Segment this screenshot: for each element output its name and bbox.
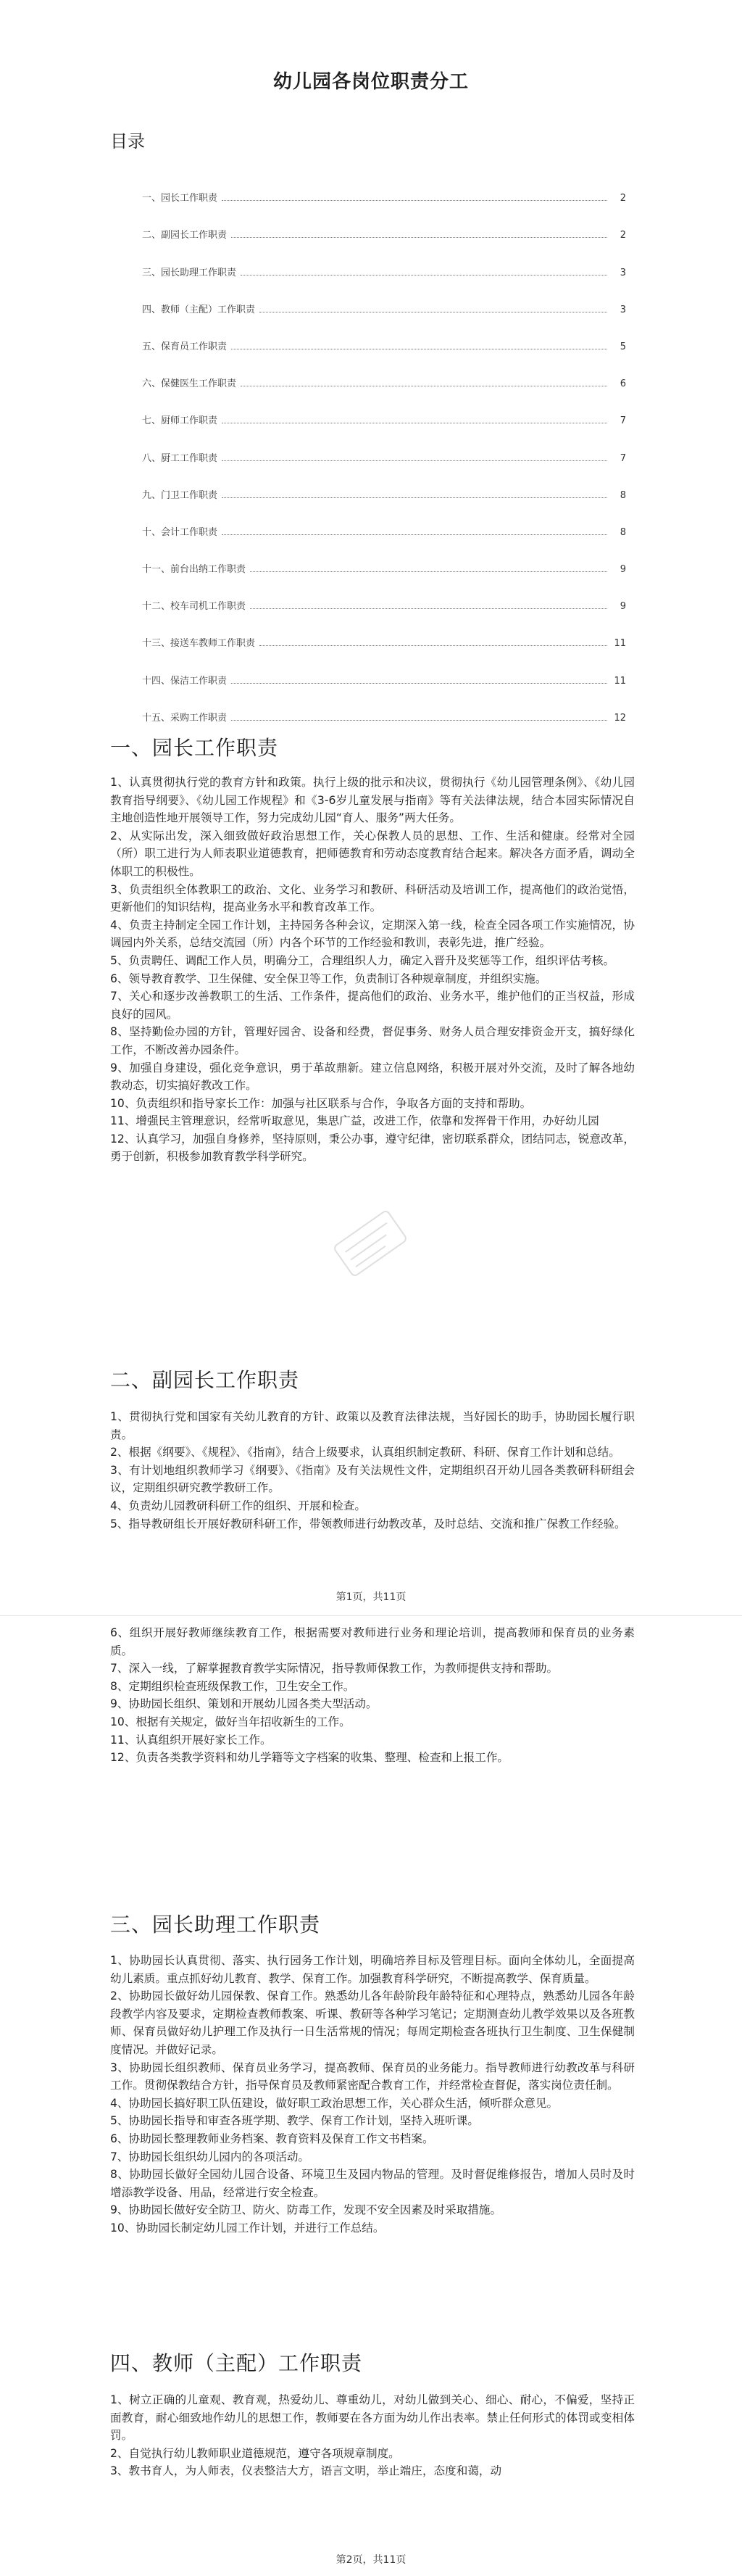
section-paragraph: 10、根据有关规定，做好当年招收新生的工作。 <box>110 1715 351 1728</box>
section-paragraph: 4、负责主持制定全园工作计划，主持园务各种会议，定期深入第一线，检查全园各项工作实施情况，协调园内外关系，总结交流园（所）内各个环节的工作经验和教训，表彰先进，推广经验。 <box>110 918 635 950</box>
watermark-stamp-icon <box>316 1189 425 1298</box>
toc-entry[interactable] <box>110 538 626 575</box>
toc-leader-dots <box>231 720 607 721</box>
toc-heading: 目录 <box>110 131 145 152</box>
toc-entry-page: 5 <box>620 341 626 352</box>
toc-entry-label: 八、厨工工作职责 <box>142 452 218 464</box>
section-heading-principal: 一、园长工作职责 <box>110 736 279 760</box>
toc-entry-label: 七、厨师工作职责 <box>142 415 218 427</box>
section-heading-vice-principal: 二、副园长工作职责 <box>110 1368 300 1392</box>
section-paragraph: 2、根据《纲要》、《规程》、《指南》，结合上级要求，认真组织制定教研、科研、保育工作计划和总结。 <box>110 1446 620 1459</box>
section-body-assistant-principal <box>110 1952 635 2237</box>
section-paragraph: 6、协助园长整理教师业务档案、教育资料及保育工作文书档案。 <box>110 2132 434 2145</box>
page-footer-2: 第2页，共11页 <box>335 2554 407 2566</box>
section-heading-teacher: 四、教师（主配）工作职责 <box>110 2351 363 2375</box>
toc-entry-label: 十三、接送车教师工作职责 <box>142 638 256 650</box>
toc-entry-label: 六、保健医生工作职责 <box>142 378 237 390</box>
toc-entry-page: 7 <box>620 452 626 464</box>
section-paragraph: 1、贯彻执行党和国家有关幼儿教育的方针、政策以及教育法律法规，当好园长的助手，协助园长履行职责。 <box>110 1410 635 1441</box>
toc-entry-label: 一、园长工作职责 <box>142 193 218 204</box>
section-paragraph: 11、认真组织开展好家长工作。 <box>110 1733 272 1747</box>
toc-entry-label: 十、会计工作职责 <box>142 526 218 538</box>
section-paragraph: 7、关心和逐步改善教职工的生活、工作条件，提高他们的政治、业务水平，维护他们的正当权益，形成良好的园风。 <box>110 990 635 1021</box>
section-body-vice-principal-part1 <box>110 1408 635 1533</box>
section-paragraph: 8、坚持勤俭办园的方针，管理好园舍、设备和经费，督促事务、财务人员合理安排资金开支，搞好绿化工作，不断改善办园条件。 <box>110 1025 635 1056</box>
toc-leader-dots <box>222 534 607 535</box>
section-paragraph: 7、协助园长组织幼儿园内的各项活动。 <box>110 2150 310 2163</box>
document-title: 幼儿园各岗位职责分工 <box>272 71 469 93</box>
section-paragraph: 9、加强自身建设，强化竞争意识，勇于革故鼎新。建立信息网络，积极开展对外交流，及时了解各地幼教动态，切实搞好教改工作。 <box>110 1061 635 1093</box>
section-paragraph: 6、领导教育教学、卫生保健、安全保卫等工作，负责制订各种规章制度，并组织实施。 <box>110 972 547 985</box>
toc-leader-dots <box>259 645 607 646</box>
toc-leader-dots <box>250 608 607 609</box>
section-paragraph: 5、指导教研组长开展好教研科研工作，带领教师进行幼教改革，及时总结、交流和推广保教工作经验。 <box>110 1517 626 1531</box>
toc-entry[interactable] <box>110 612 626 649</box>
toc-entry-label: 十四、保洁工作职责 <box>142 675 228 687</box>
toc-entry-label: 九、门卫工作职责 <box>142 489 218 501</box>
toc-entry-page: 2 <box>620 230 626 241</box>
toc-entry-page: 8 <box>620 526 626 538</box>
section-paragraph: 11、增强民主管理意识，经常听取意见，集思广益，改进工作，依靠和发挥骨干作用，办好幼儿园 <box>110 1114 599 1128</box>
table-of-contents <box>110 167 626 724</box>
section-paragraph: 5、负责聘任、调配工作人员，明确分工，合理组织人力，确定入晋升及奖惩等工作，组织评估考核。 <box>110 953 615 967</box>
toc-entry-label: 二、副园长工作职责 <box>142 230 228 241</box>
section-paragraph: 8、定期组织检查班级保教工作，卫生安全工作。 <box>110 1679 355 1693</box>
toc-entry-label: 四、教师（主配）工作职责 <box>142 304 256 315</box>
section-paragraph: 2、自觉执行幼儿教师职业道德规范，遵守各项规章制度。 <box>110 2446 400 2460</box>
section-paragraph: 1、树立正确的儿童观、教育观，热爱幼儿、尊重幼儿，对幼儿做到关心、细心、耐心，不偏爱，坚持正面教育，耐心细致地作幼儿的思想工作，教师要在各方面为幼儿作出表率。禁止任何形式的体罚或变相体罚。 <box>110 2393 635 2443</box>
toc-leader-dots <box>250 571 607 572</box>
toc-entry-page: 11 <box>614 638 626 650</box>
toc-leader-dots <box>231 237 607 238</box>
toc-entry[interactable] <box>110 315 626 352</box>
toc-entry-label: 十一、前台出纳工作职责 <box>142 564 246 576</box>
section-paragraph: 10、协助园长制定幼儿园工作计划，并进行工作总结。 <box>110 2221 385 2235</box>
toc-entry-page: 8 <box>620 489 626 501</box>
section-paragraph: 1、协助园长认真贯彻、落实、执行园务工作计划，明确培养目标及管理目标。面向全体幼儿，全面提高幼儿素质。重点抓好幼儿教育、教学、保育工作。加强教育科学研究，不断提高教学、保育质量。 <box>110 1954 635 1985</box>
section-paragraph: 6、组织开展好教师继续教育工作，根据需要对教师进行业务和理论培训，提高教师和保育员的业务素质。 <box>110 1626 635 1657</box>
toc-entry-page: 3 <box>620 267 626 278</box>
toc-entry-label: 三、园长助理工作职责 <box>142 267 237 278</box>
section-paragraph: 5、协助园长指导和审查各班学期、教学、保育工作计划，坚持入班听课。 <box>110 2114 479 2128</box>
toc-entry[interactable] <box>110 389 626 426</box>
section-paragraph: 2、协助园长做好幼儿园保教、保育工作。熟悉幼儿各年龄阶段年龄特征和心理特点，熟悉幼儿园各年龄段教学内容及要求，定期检查教师教案、听课、教研等各种学习笔记；定期测查幼儿教学效果以及各班教师、保育员做好幼儿护理工作及执行一日生活常规的情况；每周定期检查各班执行卫生制度、卫生保健制度情况。并做好记录。 <box>110 1989 635 2056</box>
toc-entry[interactable] <box>110 501 626 538</box>
toc-entry-page: 7 <box>620 415 626 427</box>
page-footer-1: 第1页，共11页 <box>335 1591 407 1603</box>
section-paragraph: 4、协助园长搞好职工队伍建设，做好职工政治思想工作，关心群众生活，倾听群众意见。 <box>110 2096 559 2110</box>
section-heading-assistant-principal: 三、园长助理工作职责 <box>110 1913 321 1937</box>
section-paragraph: 9、协助园长做好安全防卫、防火、防毒工作，发现不安全因素及时采取措施。 <box>110 2203 502 2217</box>
page-divider <box>0 1615 742 1616</box>
section-body-principal <box>110 774 635 1166</box>
section-paragraph: 12、负责各类教学资料和幼儿学籍等文字档案的收集、整理、检查和上报工作。 <box>110 1751 509 1765</box>
toc-entry-label: 十五、采购工作职责 <box>142 712 228 724</box>
toc-leader-dots <box>231 683 607 684</box>
toc-entry[interactable] <box>110 167 626 204</box>
section-paragraph: 3、有计划地组织教师学习《纲要》、《指南》及有关法规性文件，定期组织召开幼儿园各类教研科研组会议，定期组织研究教学教研工作。 <box>110 1463 635 1495</box>
toc-entry[interactable] <box>110 241 626 278</box>
toc-entry-page: 9 <box>620 564 626 576</box>
toc-entry[interactable] <box>110 687 626 724</box>
section-paragraph: 12、认真学习，加强自身修养，坚持原则，秉公办事，遵守纪律，密切联系群众，团结同志，锐意改革，勇于创新，积极参加教育教学科学研究。 <box>110 1132 635 1164</box>
section-paragraph: 3、负责组织全体教职工的政治、文化、业务学习和教研、科研活动及培训工作，提高他们的政治觉悟，更新他们的知识结构，提高业务水平和教育改革工作。 <box>110 882 635 914</box>
toc-leader-dots <box>222 200 607 201</box>
toc-entry[interactable] <box>110 464 626 501</box>
toc-entry-page: 9 <box>620 601 626 613</box>
section-paragraph: 3、教书育人，为人师表，仪表整洁大方，语言文明，举止端庄，态度和蔼，动 <box>110 2464 502 2478</box>
toc-entry[interactable] <box>110 352 626 389</box>
toc-leader-dots <box>222 497 607 498</box>
toc-entry[interactable] <box>110 426 626 463</box>
toc-entry-page: 6 <box>620 378 626 390</box>
section-paragraph: 8、协助园长做好全园幼儿园合设备、环境卫生及园内物品的管理。及时督促维修报告，增加人员时及时增添教学设备、用品，经常进行安全检查。 <box>110 2168 635 2199</box>
section-paragraph: 7、深入一线，了解掌握教育教学实际情况，指导教师保教工作，为教师提供支持和帮助。 <box>110 1662 559 1676</box>
section-paragraph: 1、认真贯彻执行党的教育方针和政策。执行上级的批示和决议，贯彻执行《幼儿园管理条例》、《幼儿园教育指导纲要》、《幼儿园工作规程》和《3-6岁儿童发展与指南》等有关法律法规，结合本园实际情况自主地创造性地开展领导工作，努力完成幼儿园“育人、服务”两大任务。 <box>110 776 635 825</box>
toc-leader-dots <box>241 275 607 276</box>
toc-entry[interactable] <box>110 278 626 315</box>
section-paragraph: 9、协助园长组织、策划和开展幼儿园各类大型活动。 <box>110 1697 378 1711</box>
section-body-vice-principal-part2 <box>110 1624 635 1767</box>
section-paragraph: 4、负责幼儿园教研科研工作的组织、开展和检查。 <box>110 1499 366 1512</box>
toc-entry-page: 3 <box>620 304 626 315</box>
section-paragraph: 10、负责组织和指导家长工作：加强与社区联系与合作，争取各方面的支持和帮助。 <box>110 1096 532 1110</box>
toc-entry-page: 12 <box>614 712 626 724</box>
toc-leader-dots <box>222 460 607 461</box>
toc-entry-label: 十二、校车司机工作职责 <box>142 601 246 613</box>
toc-entry[interactable] <box>110 575 626 612</box>
toc-entry-page: 11 <box>614 675 626 687</box>
toc-entry[interactable] <box>110 649 626 686</box>
section-paragraph: 3、协助园长组织教师、保育员业务学习，提高教师、保育员的业务能力。指导教师进行幼教改革与科研工作。贯彻保教结合方针，指导保育员及教师紧密配合教育工作，并经常检查督促，落实岗位责任制。 <box>110 2061 635 2092</box>
section-paragraph: 2、从实际出发，深入细致做好政治思想工作，关心保教人员的思想、工作、生活和健康。经常对全园（所）职工进行为人师表职业道德教育，把师德教育和劳动态度教育结合起来。解决各方面矛盾，调动全体职工的积极性。 <box>110 829 635 878</box>
toc-entry-label: 五、保育员工作职责 <box>142 341 228 352</box>
toc-entry-page: 2 <box>620 193 626 204</box>
section-body-teacher <box>110 2391 635 2480</box>
toc-entry[interactable] <box>110 204 626 241</box>
